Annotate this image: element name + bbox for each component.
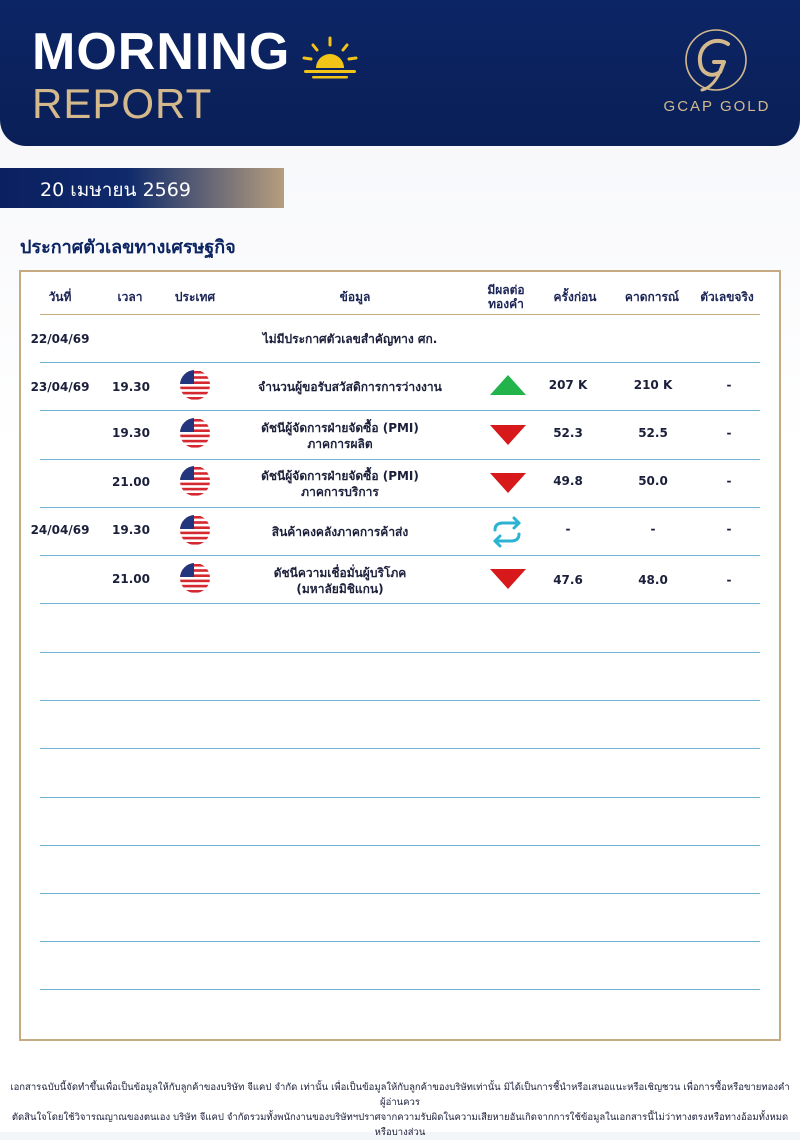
row-actual: - xyxy=(726,378,732,392)
col-info: ข้อมูล xyxy=(339,290,371,304)
brand-name: GCAP GOLD xyxy=(663,98,771,115)
down-arrow-icon xyxy=(489,424,527,446)
us-flag-icon xyxy=(179,417,211,449)
refresh-icon xyxy=(489,516,525,548)
sunrise-icon xyxy=(300,36,360,80)
row-info: ดัชนีผู้จัดการฝ่ายจัดซื้อ (PMI) xyxy=(261,421,419,435)
row-actual: - xyxy=(726,522,732,536)
row-actual: - xyxy=(726,573,732,587)
empty-row-divider xyxy=(40,893,760,894)
row-time: 21.00 xyxy=(112,572,150,586)
row-previous: - xyxy=(565,522,571,536)
date-bar xyxy=(0,168,284,208)
row-info-sub: (มหาลัยมิชิแกน) xyxy=(296,582,384,596)
empty-row-divider xyxy=(40,989,760,990)
us-flag-icon xyxy=(179,562,211,594)
title-morning: MORNING xyxy=(32,23,291,81)
row-divider xyxy=(40,362,760,363)
row-actual: - xyxy=(726,426,732,440)
row-divider xyxy=(40,507,760,508)
row-info-sub: ภาคการบริการ xyxy=(301,485,379,499)
empty-row-divider xyxy=(40,845,760,846)
row-previous: 52.3 xyxy=(553,426,583,440)
empty-row-divider xyxy=(40,652,760,653)
title-report: REPORT xyxy=(32,80,213,127)
row-date: 23/04/69 xyxy=(30,380,90,394)
col-previous: ครั้งก่อน xyxy=(553,290,597,304)
report-header xyxy=(0,0,800,146)
row-info-sub: ภาคการผลิต xyxy=(307,437,373,451)
down-arrow-icon xyxy=(489,472,527,494)
row-info: ไม่มีประกาศตัวเลขสำคัญทาง ศก. xyxy=(262,332,438,346)
us-flag-icon xyxy=(179,369,211,401)
row-divider xyxy=(40,555,760,556)
disclaimer-line2: ตัดสินใจโดยใช้วิจารณญาณของตนเอง บริษัท จีแคป จำกัดรวมทั้งพนักงานของบริษัทฯปราศจากความรับผิดในความเสียหายอันเกิดจากการใช้ข้อมูลในเอกสารนี้ไม่ว่าทางตรงหรือทางอ้อมทั้งหมด หรือบางส่วน xyxy=(11,1112,789,1138)
row-actual: - xyxy=(726,474,732,488)
disclaimer-line1: เอกสารฉบับนี้จัดทำขึ้นเพื่อเป็นข้อมูลให้กับลูกค้าของบริษัท จีแคป จำกัด เท่านั้น เพื่อเป็นข้อมูลให้กับลูกค้าของบริษัทเท่านั้น มิได้เป็นการชี้นำหรือเสนอแนะหรือเชิญชวน เพื่อการซื้อหรือขายทองคำ ผู้อ่านควร xyxy=(10,1082,790,1108)
row-previous: 49.8 xyxy=(553,474,583,488)
row-info: ดัชนีความเชื่อมั่นผู้บริโภค xyxy=(273,566,407,580)
empty-row-divider xyxy=(40,748,760,749)
gcap-logo-icon xyxy=(676,26,756,96)
row-divider xyxy=(40,459,760,460)
report-date: 20 เมษายน 2569 xyxy=(40,179,191,201)
disclaimer xyxy=(10,1080,790,1140)
col-time: เวลา xyxy=(117,290,143,304)
section-title: ประกาศตัวเลขทางเศรษฐกิจ xyxy=(20,237,236,258)
down-arrow-icon xyxy=(489,568,527,590)
col-forecast: คาดการณ์ xyxy=(624,290,680,304)
row-divider xyxy=(40,410,760,411)
col-actual: ตัวเลขจริง xyxy=(700,290,754,304)
col-country: ประเทศ xyxy=(174,290,216,304)
empty-row-divider xyxy=(40,797,760,798)
row-time: 21.00 xyxy=(112,475,150,489)
up-arrow-icon xyxy=(489,374,527,396)
col-impact-line1: มีผลต่อ xyxy=(487,283,525,297)
row-previous: 207 K xyxy=(548,378,588,392)
row-divider xyxy=(40,603,760,604)
row-forecast: 50.0 xyxy=(638,474,668,488)
col-date: วันที่ xyxy=(48,290,72,304)
row-time: 19.30 xyxy=(112,426,150,440)
row-time: 19.30 xyxy=(112,380,150,394)
empty-row-divider xyxy=(40,941,760,942)
row-forecast: 52.5 xyxy=(638,426,668,440)
row-date: 22/04/69 xyxy=(30,332,90,346)
row-previous: 47.6 xyxy=(553,573,583,587)
row-forecast: 48.0 xyxy=(638,573,668,587)
col-impact-line2: ทองคำ xyxy=(488,297,524,311)
row-time: 19.30 xyxy=(112,523,150,537)
us-flag-icon xyxy=(179,465,211,497)
row-info: สินค้าคงคลังภาคการค้าส่ง xyxy=(271,525,409,539)
row-forecast: - xyxy=(650,522,656,536)
row-info: จำนวนผู้ขอรับสวัสดิการการว่างงาน xyxy=(258,380,442,394)
empty-row-divider xyxy=(40,700,760,701)
us-flag-icon xyxy=(179,514,211,546)
header-divider xyxy=(40,314,760,315)
row-date: 24/04/69 xyxy=(30,523,90,537)
row-info: ดัชนีผู้จัดการฝ่ายจัดซื้อ (PMI) xyxy=(261,469,419,483)
row-forecast: 210 K xyxy=(633,378,673,392)
